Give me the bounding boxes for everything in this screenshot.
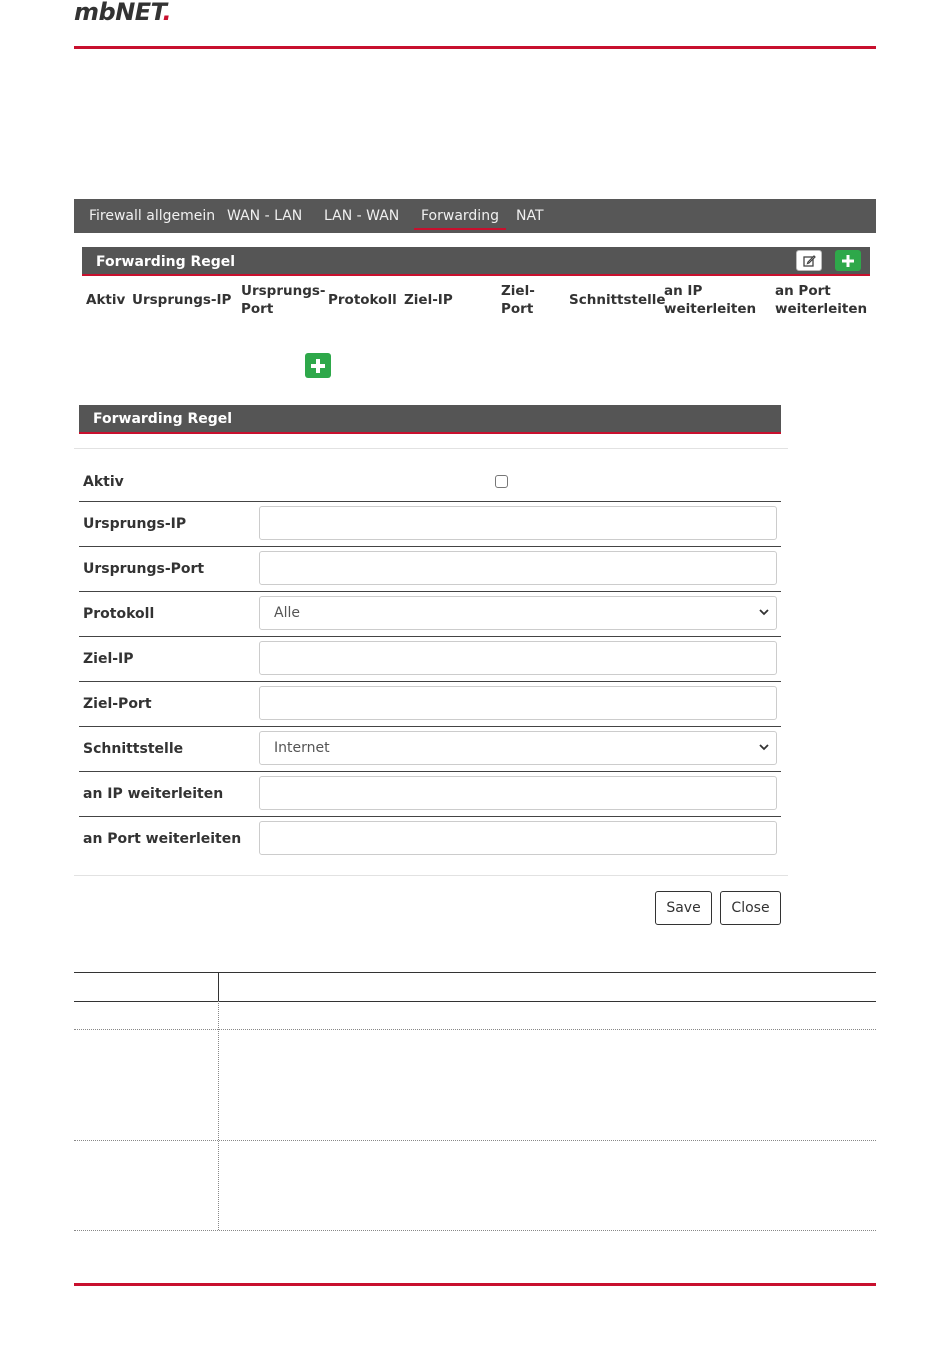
label-an-port: an Port weiterleiten — [83, 831, 242, 847]
edit-icon — [803, 254, 816, 267]
table-row-divider — [74, 1029, 876, 1030]
list-panel-title: Forwarding Regel — [96, 254, 236, 270]
protokoll-value: Alle — [274, 605, 300, 621]
form-row-an-ip — [79, 771, 781, 817]
col-aktiv: Aktiv — [86, 292, 126, 308]
list-panel-header — [82, 247, 870, 276]
label-an-ip: an IP weiterleiten — [83, 786, 224, 802]
protokoll-select[interactable] — [259, 596, 777, 630]
table-header-border — [74, 1001, 876, 1002]
form-panel-title: Forwarding Regel — [93, 411, 233, 427]
an-ip-input[interactable] — [259, 776, 777, 810]
ursprungs-ip-input[interactable] — [259, 506, 777, 540]
edit-button[interactable] — [796, 250, 822, 271]
table-row-divider — [74, 1230, 876, 1231]
table-top-border — [74, 972, 876, 973]
tab-bar — [74, 199, 876, 233]
form-divider-top — [74, 448, 788, 449]
form-row-ursprungs-port — [79, 546, 781, 592]
header-divider — [74, 46, 876, 49]
tab-wan-lan[interactable]: WAN - LAN — [227, 208, 303, 224]
form-row-an-port — [79, 816, 781, 861]
label-ziel-ip: Ziel-IP — [83, 651, 134, 667]
tab-lan-wan[interactable]: LAN - WAN — [324, 208, 400, 224]
schnittstelle-select[interactable] — [259, 731, 777, 765]
label-ziel-port: Ziel-Port — [83, 696, 152, 712]
label-ursprungs-ip: Ursprungs-IP — [83, 516, 187, 532]
table-row-divider — [74, 1140, 876, 1141]
tab-forwarding[interactable]: Forwarding — [421, 208, 499, 224]
col-ziel-port: Ziel- Port — [501, 283, 535, 317]
form-row-ursprungs-ip — [79, 501, 781, 547]
col-an-port: an Port weiterleiten — [775, 283, 868, 317]
col-ursprungs-port: Ursprungs- Port — [241, 283, 326, 317]
col-protokoll: Protokoll — [328, 292, 397, 308]
plus-icon — [842, 255, 854, 267]
form-row-schnittstelle — [79, 726, 781, 772]
chevron-down-icon — [758, 741, 770, 753]
brand-logo: mbNET. — [74, 0, 172, 26]
form-divider-bottom — [74, 875, 788, 876]
table-column-divider — [218, 1001, 219, 1230]
form-row-ziel-ip — [79, 636, 781, 682]
col-an-ip: an IP weiterleiten — [664, 283, 757, 317]
label-aktiv: Aktiv — [83, 474, 124, 490]
ziel-port-input[interactable] — [259, 686, 777, 720]
form-panel-header — [79, 405, 781, 434]
col-schnittstelle: Schnittstelle — [569, 292, 666, 308]
an-port-input[interactable] — [259, 821, 777, 855]
ziel-ip-input[interactable] — [259, 641, 777, 675]
table-header-divider — [218, 972, 219, 1001]
form-row-aktiv — [79, 456, 781, 502]
close-button[interactable]: Close — [720, 891, 781, 925]
chevron-down-icon — [758, 606, 770, 618]
aktiv-checkbox[interactable] — [495, 475, 508, 488]
schnittstelle-value: Internet — [274, 740, 330, 756]
col-ziel-ip: Ziel-IP — [404, 292, 453, 308]
form-row-ziel-port — [79, 681, 781, 727]
add-row-button[interactable] — [305, 353, 331, 378]
save-button[interactable]: Save — [655, 891, 712, 925]
form-row-protokoll — [79, 591, 781, 637]
ursprungs-port-input[interactable] — [259, 551, 777, 585]
col-ursprungs-ip: Ursprungs-IP — [132, 292, 232, 308]
label-schnittstelle: Schnittstelle — [83, 741, 184, 757]
footer-divider — [74, 1283, 876, 1286]
tab-firewall-allgemein[interactable]: Firewall allgemein — [89, 208, 216, 224]
plus-icon — [311, 359, 325, 373]
label-ursprungs-port: Ursprungs-Port — [83, 561, 205, 577]
add-rule-button[interactable] — [835, 250, 861, 271]
tab-nat[interactable]: NAT — [516, 208, 544, 224]
label-protokoll: Protokoll — [83, 606, 155, 622]
